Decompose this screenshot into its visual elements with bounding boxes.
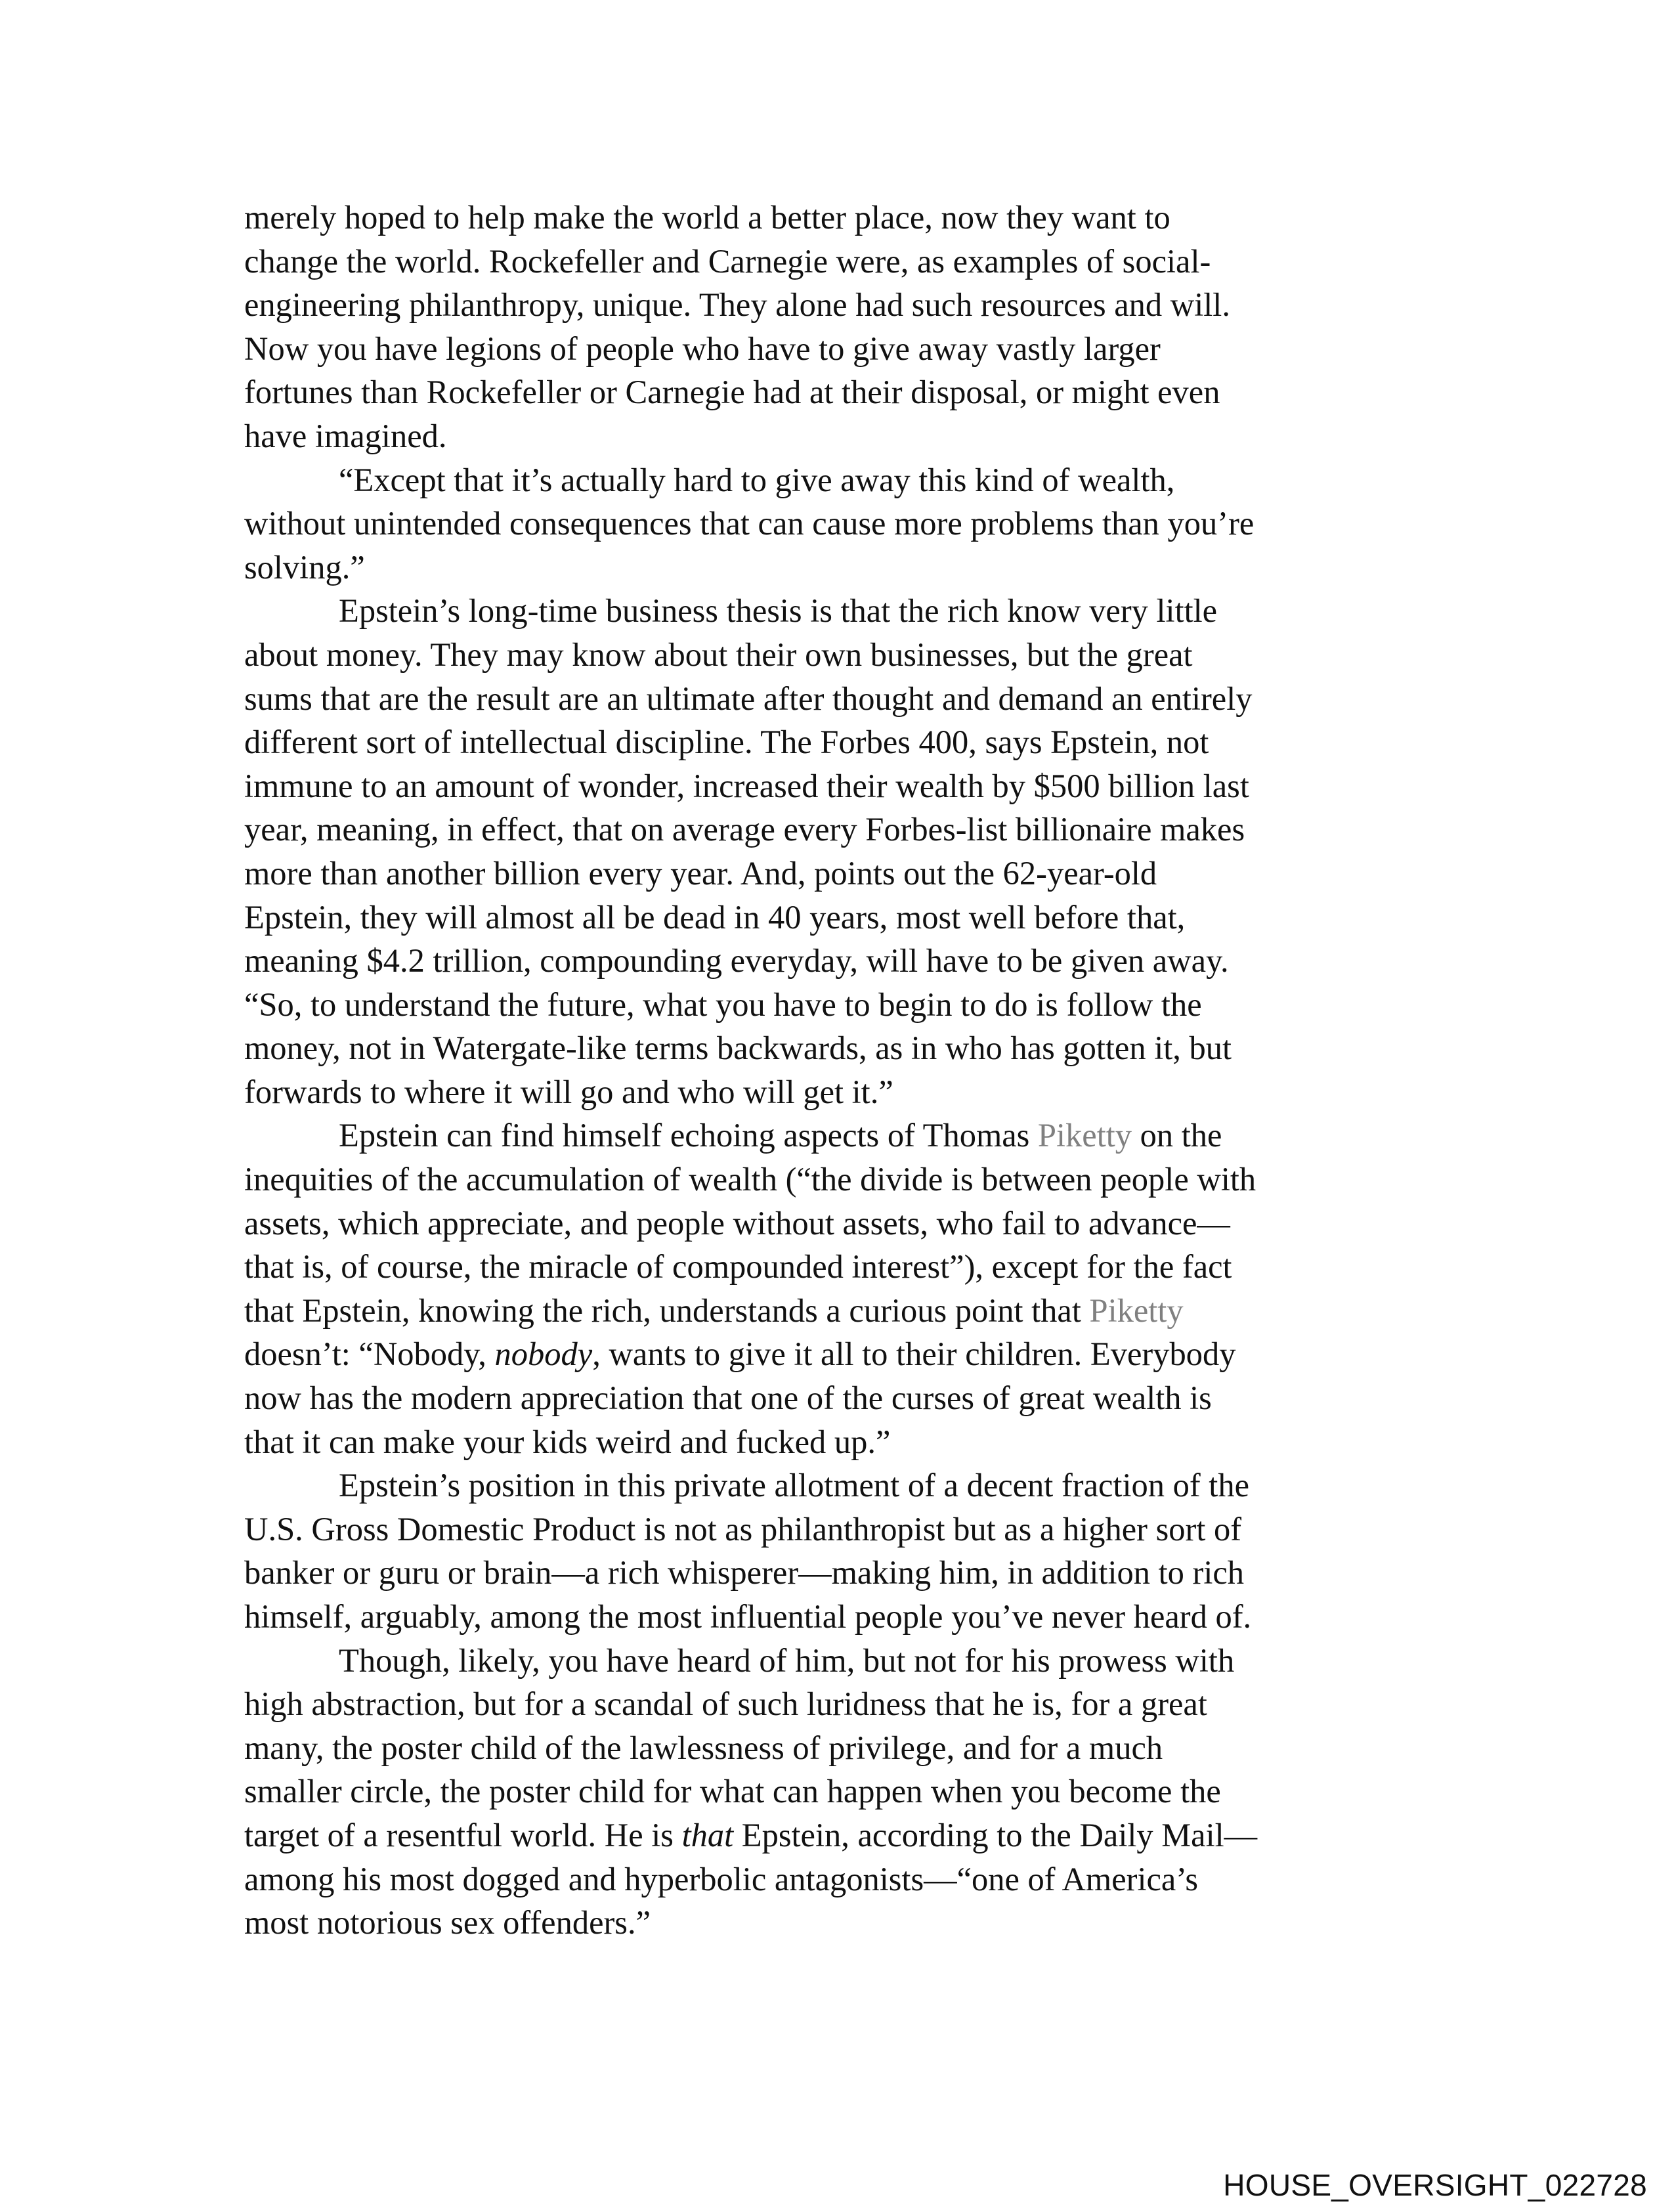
text-line bbox=[244, 764, 1426, 808]
text-run: U.S. Gross Domestic Product is not as philanthropist but as a higher sort of bbox=[244, 1510, 1242, 1548]
document-body bbox=[244, 196, 1426, 1945]
text-run: assets, which appreciate, and people without assets, who fail to advance— bbox=[244, 1204, 1230, 1242]
text-line bbox=[244, 1595, 1426, 1639]
text-run: most notorious sex offenders.” bbox=[244, 1904, 651, 1941]
text-run: “So, to understand the future, what you have to begin to do is follow the bbox=[244, 986, 1202, 1023]
text-run: year, meaning, in effect, that on average every Forbes-list billionaire makes bbox=[244, 811, 1245, 848]
text-line bbox=[244, 1332, 1426, 1376]
text-line bbox=[244, 1464, 1426, 1507]
text-run: immune to an amount of wonder, increased their wealth by $500 billion last bbox=[244, 767, 1249, 804]
text-run: himself, arguably, among the most influential people you’ve never heard of. bbox=[244, 1598, 1252, 1635]
text-run: Though, likely, you have heard of him, but not for his prowess with bbox=[339, 1641, 1235, 1679]
text-line bbox=[244, 458, 1426, 502]
text-run: more than another billion every year. And, points out the 62-year-old bbox=[244, 854, 1157, 892]
text-line bbox=[244, 414, 1426, 458]
text-run: that it can make your kids weird and fucked up.” bbox=[244, 1423, 891, 1460]
text-run: engineering philanthropy, unique. They alone had such resources and will. bbox=[244, 286, 1230, 324]
text-line bbox=[244, 370, 1426, 414]
text-run: target of a resentful world. He is bbox=[244, 1816, 682, 1854]
text-line bbox=[244, 1901, 1426, 1945]
text-line bbox=[244, 808, 1426, 852]
paragraph bbox=[244, 196, 1426, 458]
text-line bbox=[244, 502, 1426, 546]
text-run: many, the poster child of the lawlessness of privilege, and for a much bbox=[244, 1729, 1163, 1766]
italic-emphasis: that bbox=[681, 1816, 734, 1854]
text-run: have imagined. bbox=[244, 417, 447, 454]
text-run: merely hoped to help make the world a better place, now they want to bbox=[244, 199, 1170, 236]
text-run: , wants to give it all to their children. Everybody bbox=[592, 1335, 1236, 1373]
text-run: money, not in Watergate-like terms backwards, as in who has gotten it, but bbox=[244, 1030, 1232, 1067]
text-run: sums that are the result are an ultimate after thought and demand an entirely bbox=[244, 680, 1253, 717]
paragraph bbox=[244, 458, 1426, 590]
text-run: high abstraction, but for a scandal of such luridness that he is, for a great bbox=[244, 1685, 1207, 1723]
text-run: different sort of intellectual discipline. The Forbes 400, says Epstein, not bbox=[244, 724, 1209, 761]
text-line bbox=[244, 896, 1426, 940]
text-line bbox=[244, 939, 1426, 983]
text-line bbox=[244, 720, 1426, 764]
text-line bbox=[244, 1070, 1426, 1114]
text-line bbox=[244, 546, 1426, 590]
text-run: that Epstein, knowing the rich, understands a curious point that bbox=[244, 1291, 1090, 1329]
text-run: now has the modern appreciation that one of the curses of great wealth is bbox=[244, 1379, 1212, 1417]
text-line bbox=[244, 633, 1426, 677]
text-run: Epstein’s position in this private allotment of a decent fraction of the bbox=[339, 1467, 1249, 1504]
text-run: Epstein, according to the Daily Mail— bbox=[733, 1816, 1258, 1854]
text-line bbox=[244, 983, 1426, 1027]
text-run: smaller circle, the poster child for what can happen when you become the bbox=[244, 1773, 1221, 1810]
text-run: doesn’t: “Nobody, bbox=[244, 1335, 495, 1373]
text-line bbox=[244, 1420, 1426, 1464]
text-run: forwards to where it will go and who will get it.” bbox=[244, 1073, 893, 1110]
text-line bbox=[244, 1551, 1426, 1595]
text-line bbox=[244, 1857, 1426, 1901]
piketty-link[interactable]: Piketty bbox=[1037, 1117, 1132, 1154]
text-run: meaning $4.2 trillion, compounding everyday, will have to be given away. bbox=[244, 942, 1229, 980]
text-line bbox=[244, 1158, 1426, 1202]
text-line bbox=[244, 196, 1426, 240]
text-run: that is, of course, the miracle of compounded interest”), except for the fact bbox=[244, 1248, 1232, 1286]
text-run: without unintended consequences that can cause more problems than you’re bbox=[244, 505, 1255, 542]
text-line bbox=[244, 240, 1426, 284]
document-id-stamp: HOUSE_OVERSIGHT_022728 bbox=[1223, 2168, 1647, 2202]
paragraph bbox=[244, 589, 1426, 1114]
text-line bbox=[244, 1026, 1426, 1070]
text-run: on the bbox=[1132, 1117, 1222, 1154]
text-line bbox=[244, 1769, 1426, 1813]
text-run: fortunes than Rockefeller or Carnegie had at their disposal, or might even bbox=[244, 374, 1220, 411]
paragraph bbox=[244, 1114, 1426, 1464]
text-line bbox=[244, 589, 1426, 633]
text-line bbox=[244, 1202, 1426, 1246]
paragraph bbox=[244, 1639, 1426, 1945]
text-line bbox=[244, 283, 1426, 327]
italic-emphasis: nobody bbox=[494, 1335, 593, 1373]
text-run: banker or guru or brain—a rich whisperer—making him, in addition to rich bbox=[244, 1554, 1245, 1592]
text-run: change the world. Rockefeller and Carnegie were, as examples of social- bbox=[244, 242, 1211, 280]
text-run: Epstein can find himself echoing aspects of Thomas bbox=[339, 1117, 1038, 1154]
text-line bbox=[244, 1813, 1426, 1857]
text-run: about money. They may know about their own businesses, but the great bbox=[244, 636, 1193, 673]
text-line bbox=[244, 677, 1426, 721]
text-line bbox=[244, 327, 1426, 371]
text-line bbox=[244, 1245, 1426, 1289]
text-run: Epstein, they will almost all be dead in 40 years, most well before that, bbox=[244, 898, 1186, 936]
text-run: inequities of the accumulation of wealth (“the divide is between people with bbox=[244, 1161, 1256, 1198]
piketty-link[interactable]: Piketty bbox=[1089, 1291, 1184, 1329]
text-run: solving.” bbox=[244, 548, 365, 586]
text-line bbox=[244, 1507, 1426, 1551]
text-line bbox=[244, 1639, 1426, 1683]
text-run: Epstein’s long-time business thesis is that the rich know very little bbox=[339, 592, 1218, 630]
text-line bbox=[244, 1289, 1426, 1333]
text-run: Now you have legions of people who have to give away vastly larger bbox=[244, 330, 1161, 367]
text-line bbox=[244, 1114, 1426, 1158]
text-run: “Except that it’s actually hard to give away this kind of wealth, bbox=[339, 461, 1175, 498]
text-line bbox=[244, 1682, 1426, 1726]
paragraph bbox=[244, 1464, 1426, 1638]
text-line bbox=[244, 852, 1426, 896]
text-run: among his most dogged and hyperbolic antagonists—“one of America’s bbox=[244, 1860, 1198, 1898]
text-line bbox=[244, 1376, 1426, 1420]
text-line bbox=[244, 1726, 1426, 1770]
